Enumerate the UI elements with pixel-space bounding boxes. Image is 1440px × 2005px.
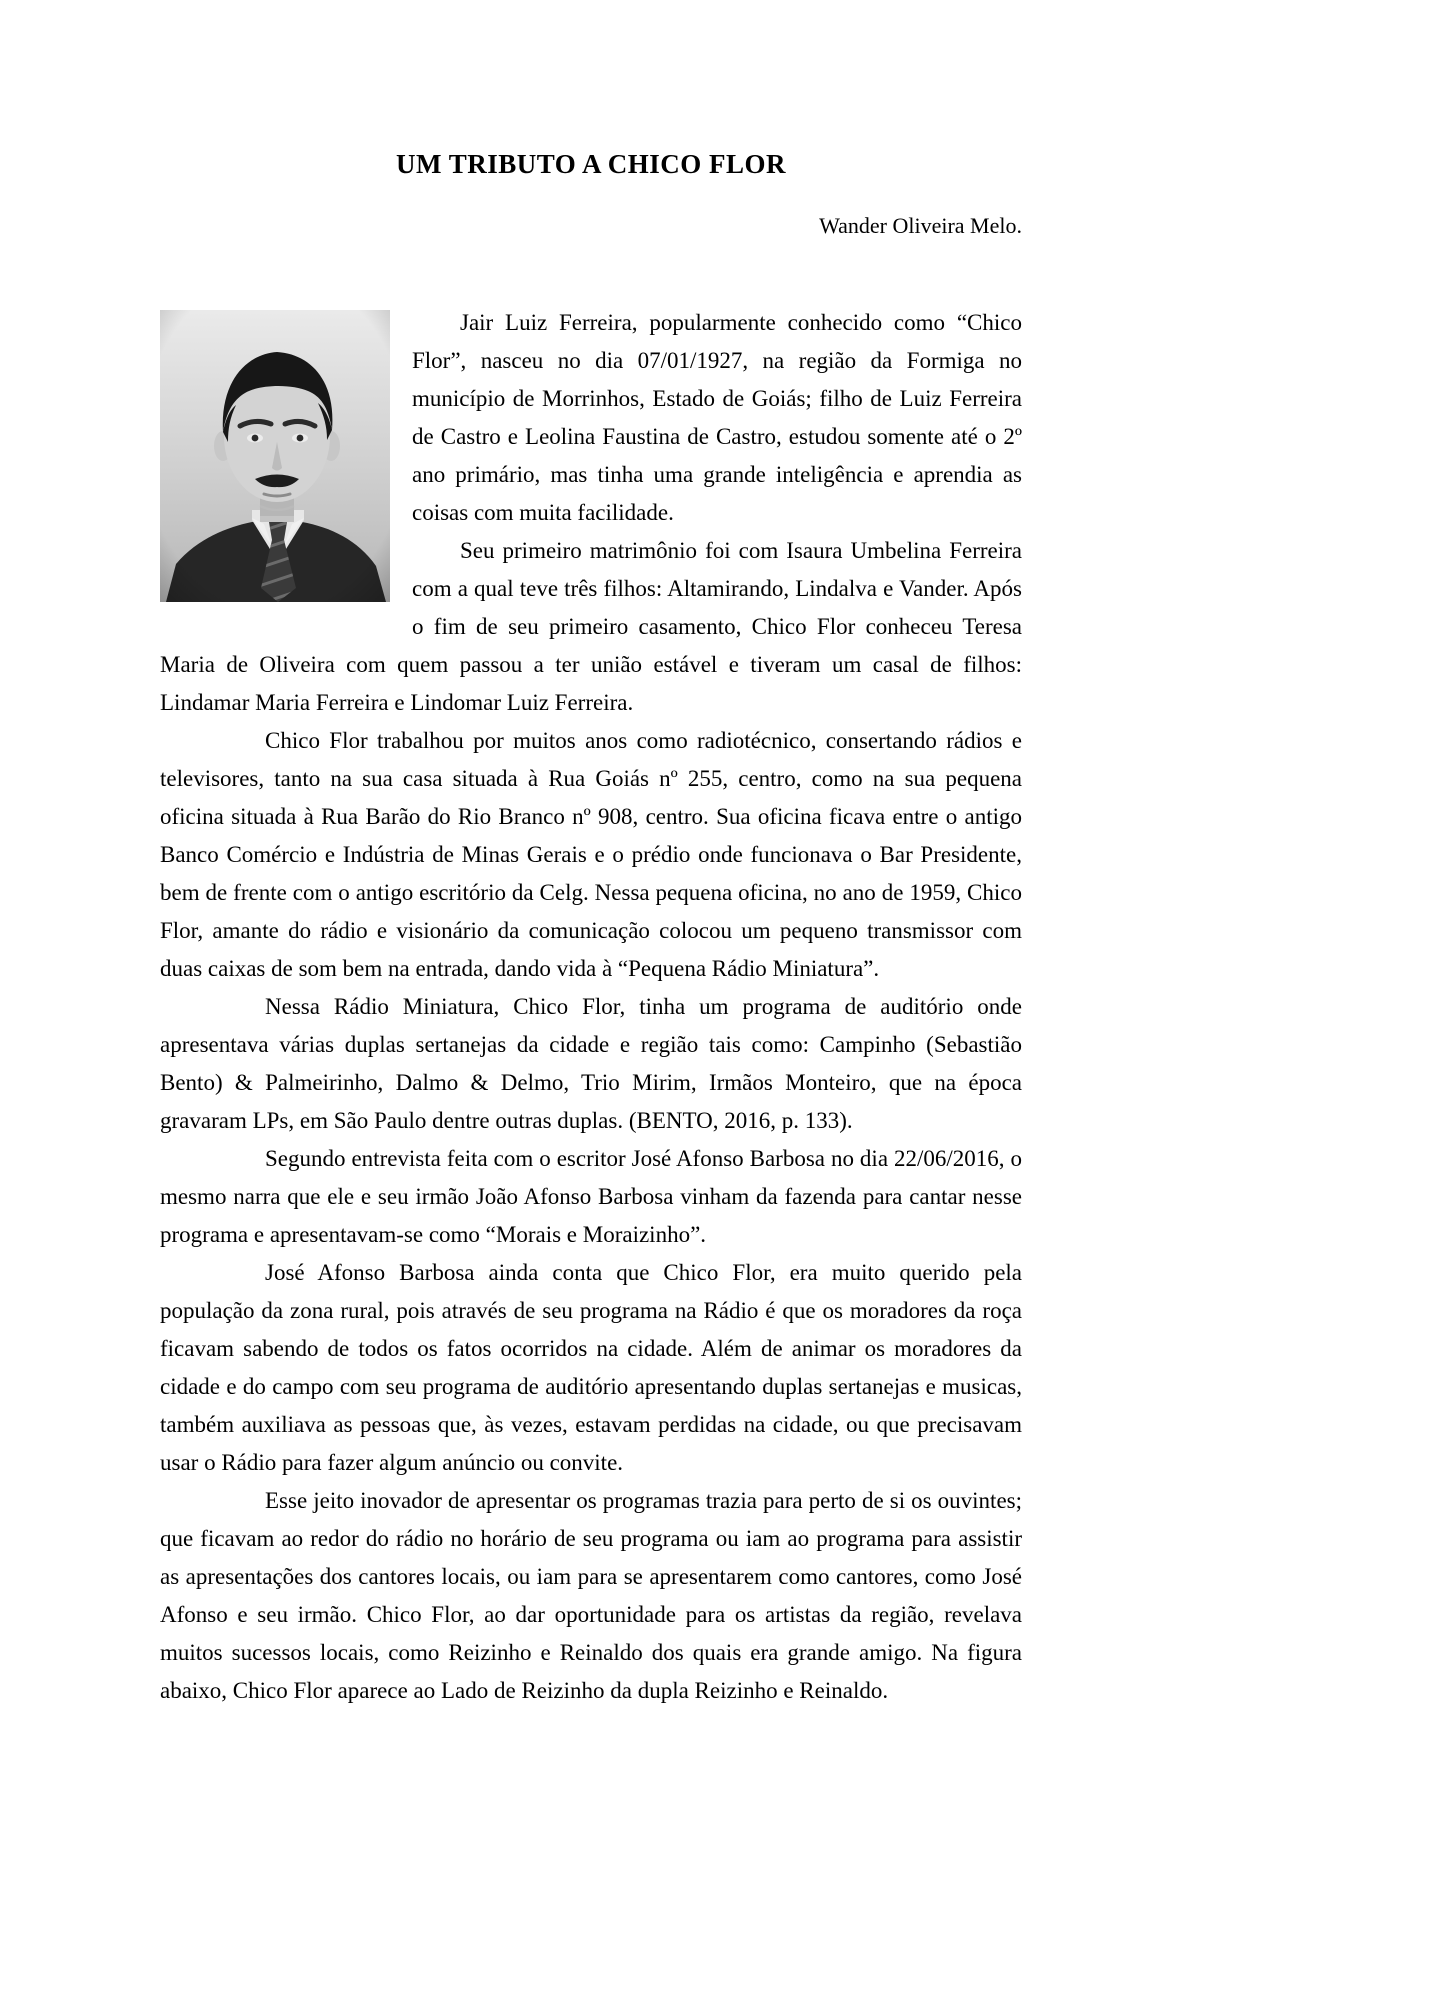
paragraph-3: Chico Flor trabalhou por muitos anos como radiotécnico, consertando rádios e televisores, tanto na sua casa situada à Rua Goiás nº 255, centro, como na sua pequena oficina situada à Rua Barão do Rio Branco nº 908, centro. Sua oficina ficava entre o antigo Banco Comércio e Indústria de Minas Gerais e o prédio onde funcionava o Bar Presidente, bem de frente com o antigo escritório da Celg. Nessa pequena oficina, no ano de 1959, Chico Flor, amante do rádio e visionário da comunicação colocou um pequeno transmissor com duas caixas de som bem na entrada, dando vida à “Pequena Rádio Miniatura”. — [160, 728, 1022, 981]
paragraph-2: Seu primeiro matrimônio foi com Isaura Umbelina Ferreira com a qual teve três filhos: Altamirando, Lindalva e Vander. Após o fim de seu primeiro casamento, Chico Flor conheceu Teresa Maria de Oliveira com quem passou a ter união estável e tiveram um casal de filhos: Lindamar Maria Ferreira e Lindomar Luiz Ferreira. — [160, 538, 1022, 715]
paragraph-7: Esse jeito inovador de apresentar os programas trazia para perto de si os ouvintes; que ficavam ao redor do rádio no horário de seu programa ou iam ao programa para assistir as apresentações dos cantores locais, ou iam para se apresentarem como cantores, como José Afonso e seu irmão. Chico Flor, ao dar oportunidade para os artistas da região, revelava muitos sucessos locais, como Reizinho e Reinaldo dos quais era grande amigo. Na figura abaixo, Chico Flor aparece ao Lado de Reizinho da dupla Reizinho e Reinaldo. — [160, 1488, 1022, 1703]
author-byline: Wander Oliveira Melo. — [819, 213, 1022, 238]
paragraph-5: Segundo entrevista feita com o escritor José Afonso Barbosa no dia 22/06/2016, o mesmo narra que ele e seu irmão João Afonso Barbosa vinham da fazenda para cantar nesse programa e apresentavam-se como “Morais e Moraizinho”. — [160, 1146, 1022, 1247]
paragraph-6: José Afonso Barbosa ainda conta que Chico Flor, era muito querido pela população da zona rural, pois através de seu programa na Rádio é que os moradores da roça ficavam sabendo de todos os fatos ocorridos na cidade. Além de animar os moradores da cidade e do campo com seu programa de auditório apresentando duplas sertanejas e musicas, também auxiliava as pessoas que, às vezes, estavam perdidas na cidade, ou que precisavam usar o Rádio para fazer algum anúncio ou convite. — [160, 1260, 1022, 1475]
paragraph-1: Jair Luiz Ferreira, popularmente conhecido como “Chico Flor”, nasceu no dia 07/01/1927, na região da Formiga no município de Morrinhos, Estado de Goiás; filho de Luiz Ferreira de Castro e Leolina Faustina de Castro, estudou somente até o 2º ano primário, mas tinha uma grande inteligência e aprendia as coisas com muita facilidade. — [412, 310, 1022, 525]
paragraph-4: Nessa Rádio Miniatura, Chico Flor, tinha um programa de auditório onde apresentava várias duplas sertanejas da cidade e região tais como: Campinho (Sebastião Bento) & Palmeirinho, Dalmo & Delmo, Trio Mirim, Irmãos Monteiro, que na época gravaram LPs, em São Paulo dentre outras duplas. (BENTO, 2016, p. 133). — [160, 994, 1022, 1133]
chico-flor-portrait-photo — [160, 310, 390, 602]
article-body — [160, 304, 1022, 1710]
page-title: UM TRIBUTO A CHICO FLOR — [395, 149, 787, 179]
portrait-photo-graphic — [160, 310, 390, 602]
